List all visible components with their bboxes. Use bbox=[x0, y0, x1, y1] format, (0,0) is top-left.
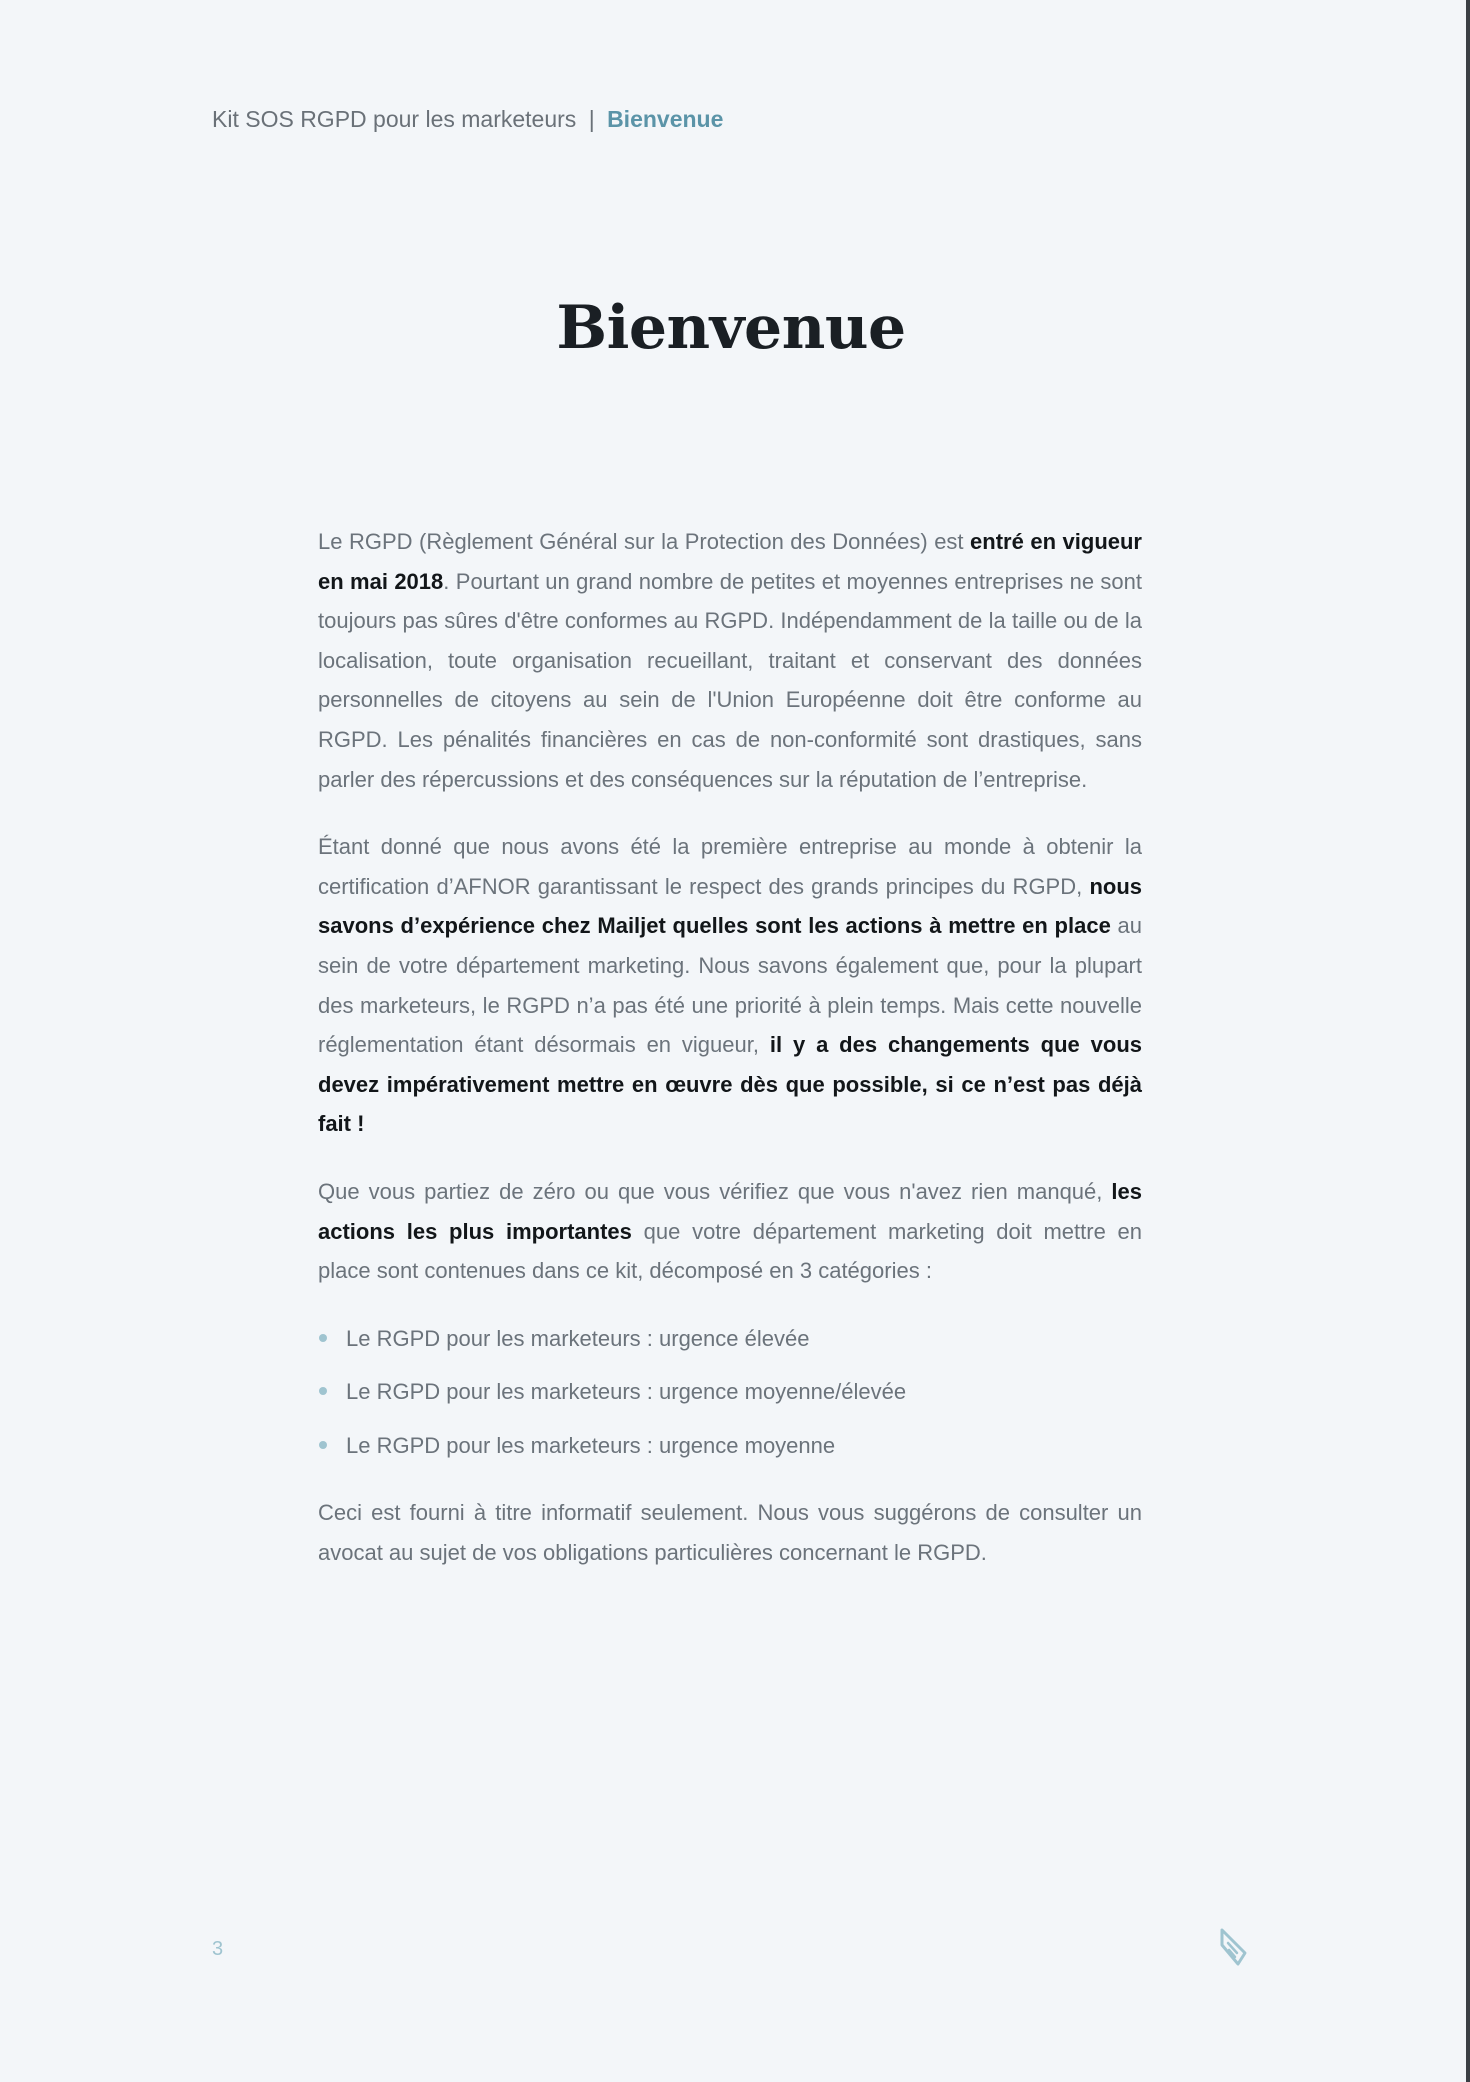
text-run: . Pourtant un grand nombre de petites et moyennes entreprises ne sont toujours pas sûres d'être conformes au RGPD. Indépendamment de la taille ou de la localisation, toute organisation recueillant, traitant et conservant des données personnelles de citoyens au sein de l'Union Européenne doit être conforme au RGPD. Les pénalités financières en cas de non-conformité sont drastiques, sans parler des répercussions et des conséquences sur la réputation de l’entreprise. bbox=[318, 568, 1143, 792]
emphasis-text: entré en vigueur en mai 2018 bbox=[318, 529, 1142, 594]
text-run: Étant donné que nous avons été la première entreprise au monde à obtenir la certification d’AFNOR garantissant le respect des grands principes du RGPD, bbox=[318, 834, 1142, 899]
emphasis-text: nous savons d’expérience chez Mailjet quelles sont les actions à mettre en place bbox=[318, 873, 1142, 939]
list-item bbox=[318, 1372, 1142, 1412]
mailjet-logo-icon bbox=[1218, 1926, 1250, 1968]
list-item-label: Le RGPD pour les marketeurs : urgence élevée bbox=[346, 1325, 810, 1351]
list-item bbox=[318, 1319, 1142, 1359]
list-item bbox=[318, 1426, 1142, 1466]
bullet-icon bbox=[319, 1334, 327, 1342]
text-run: Que vous partiez de zéro ou que vous vérifiez que vous n'avez rien manqué, bbox=[318, 1178, 1112, 1204]
emphasis-text: les actions les plus importantes bbox=[318, 1178, 1142, 1244]
experience-paragraph bbox=[318, 827, 1142, 1144]
bullet-icon bbox=[319, 1387, 327, 1395]
page-edge bbox=[1466, 0, 1470, 2082]
emphasis-text: il y a des changements que vous devez impérativement mettre en œuvre dès que possible, si ce n’est pas déjà fait ! bbox=[318, 1032, 1142, 1137]
running-header bbox=[212, 103, 723, 135]
disclaimer-paragraph: Ceci est fourni à titre informatif seulement. Nous vous suggérons de consulter un avocat au sujet de vos obligations particulières concernant le RGPD. bbox=[318, 1500, 1142, 1566]
kit-paragraph bbox=[318, 1172, 1142, 1291]
text-run: au sein de votre département marketing. Nous savons également que, pour la plupart des marketeurs, le RGPD n’a pas été une priorité à plein temps. Mais cette nouvelle réglementation étant désormais en vigueur, bbox=[318, 913, 1142, 1058]
list-item-label: Le RGPD pour les marketeurs : urgence moyenne/élevée bbox=[346, 1379, 907, 1405]
bullet-icon bbox=[319, 1441, 327, 1449]
list-item-label: Le RGPD pour les marketeurs : urgence moyenne bbox=[346, 1432, 836, 1458]
body-content bbox=[318, 522, 1142, 1601]
page-title: Bienvenue bbox=[556, 293, 906, 363]
category-list bbox=[318, 1319, 1142, 1466]
page-number: 3 bbox=[212, 1938, 224, 1960]
intro-paragraph bbox=[318, 522, 1142, 799]
header-separator: | bbox=[588, 106, 595, 132]
header-current-section: Bienvenue bbox=[607, 106, 724, 132]
text-run: que votre département marketing doit mettre en place sont contenues dans ce kit, décomposé en 3 catégories : bbox=[318, 1218, 1143, 1284]
header-doc-title: Kit SOS RGPD pour les marketeurs bbox=[212, 106, 577, 132]
text-run: Le RGPD (Règlement Général sur la Protection des Données) est bbox=[318, 529, 971, 554]
